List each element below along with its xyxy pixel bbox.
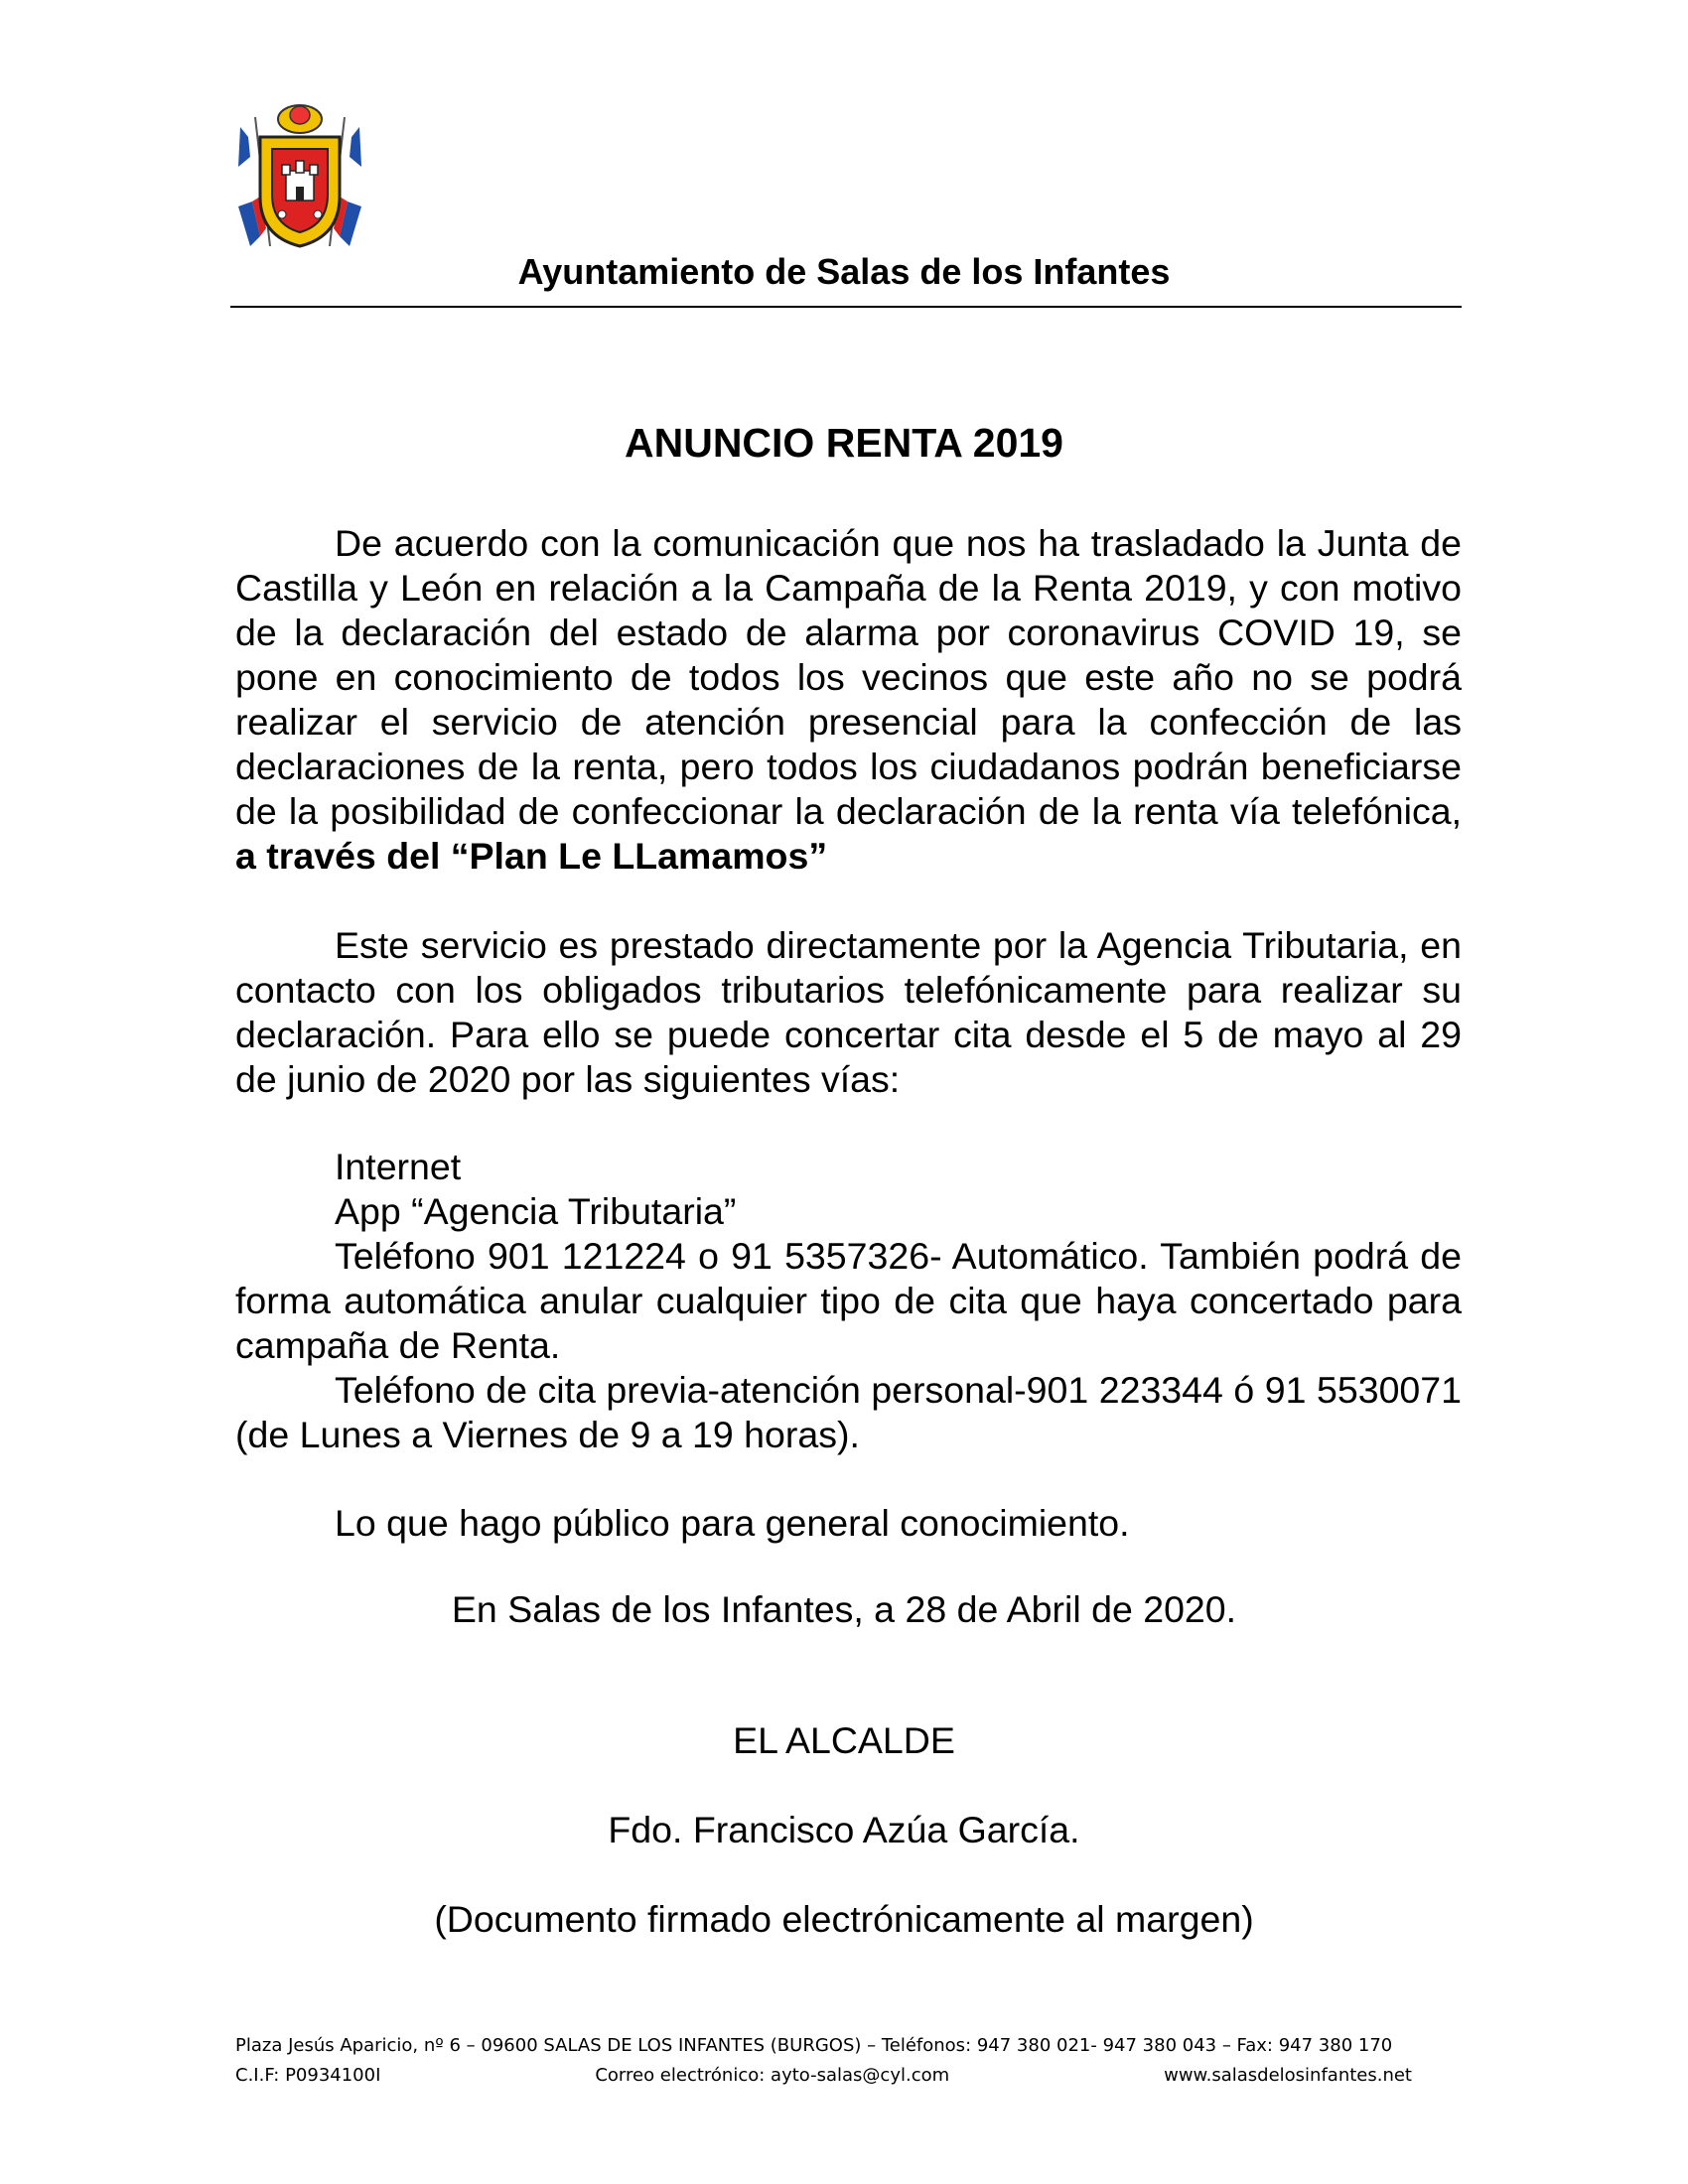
paragraph-intro — [235, 521, 1462, 879]
footer-contact-row — [235, 2065, 1412, 2086]
closing-statement: Lo que hago público para general conocimiento. — [335, 1502, 1130, 1544]
channels-list — [235, 1145, 1462, 1457]
organization-name: Ayuntamiento de Salas de los Infantes — [517, 251, 1171, 292]
flag-right-upper — [350, 127, 361, 167]
channel-phone-personal: Teléfono de cita previa-atención personal-901 223344 ó 91 5530071 (de Lunes a Viernes de 9 a 19 horas). — [235, 1369, 1462, 1455]
paragraph-intro-text: De acuerdo con la comunicación que nos ha trasladado la Junta de Castilla y León en relación a la Campaña de la Renta 2019, y con motivo de la declaración del estado de alarma por coronavirus COVID 19, se pone en conocimiento de todos los vecinos que este año no se podrá realizar el servicio de atención presencial para la confección de las declaraciones de la renta, pero todos los ciudadanos podrán beneficiarse de la posibilidad de confeccionar la declaración de la renta vía telefónica, — [235, 522, 1462, 832]
channel-app: App “Agencia Tributaria” — [335, 1190, 737, 1232]
document-title: ANUNCIO RENTA 2019 — [625, 420, 1063, 466]
coat-of-arms-logo — [230, 97, 369, 256]
channel-internet: Internet — [335, 1146, 462, 1187]
header-divider — [230, 306, 1462, 308]
signature-note: (Documento firmado electrónicamente al margen) — [434, 1898, 1254, 1940]
footer-cif: C.I.F: P0934100I — [235, 2065, 381, 2086]
place-and-date: En Salas de los Infantes, a 28 de Abril de 2020. — [451, 1588, 1237, 1630]
footer-email: Correo electrónico: ayto-salas@cyl.com — [595, 2065, 950, 2086]
paragraph-service-text: Este servicio es prestado directamente por la Agencia Tributaria, en contacto con los obligados tributarios telefónicamente para realizar su declaración. Para ello se puede concertar cita desde el 5 de mayo al 29 de junio de 2020 por las siguientes vías: — [235, 924, 1462, 1100]
paragraph-service — [235, 923, 1462, 1102]
footer-website: www.salasdelosinfantes.net — [1164, 2065, 1412, 2086]
channel-phone-auto: Teléfono 901 121224 o 91 5357326- Automático. También podrá de forma automática anular cualquier tipo de cita que haya concertado para campaña de Renta. — [235, 1235, 1462, 1366]
footer-address: Plaza Jesús Aparicio, nº 6 – 09600 SALAS DE LOS INFANTES (BURGOS) – Teléfonos: 947 380 021- 947 380 043 – Fax: 947 380 170 — [235, 2035, 1393, 2056]
signer-name: Fdo. Francisco Azúa García. — [608, 1809, 1080, 1850]
flag-left-upper — [238, 127, 250, 167]
plan-name-bold: a través del “Plan Le LLamamos” — [235, 835, 828, 877]
signer-role: EL ALCALDE — [733, 1719, 955, 1761]
